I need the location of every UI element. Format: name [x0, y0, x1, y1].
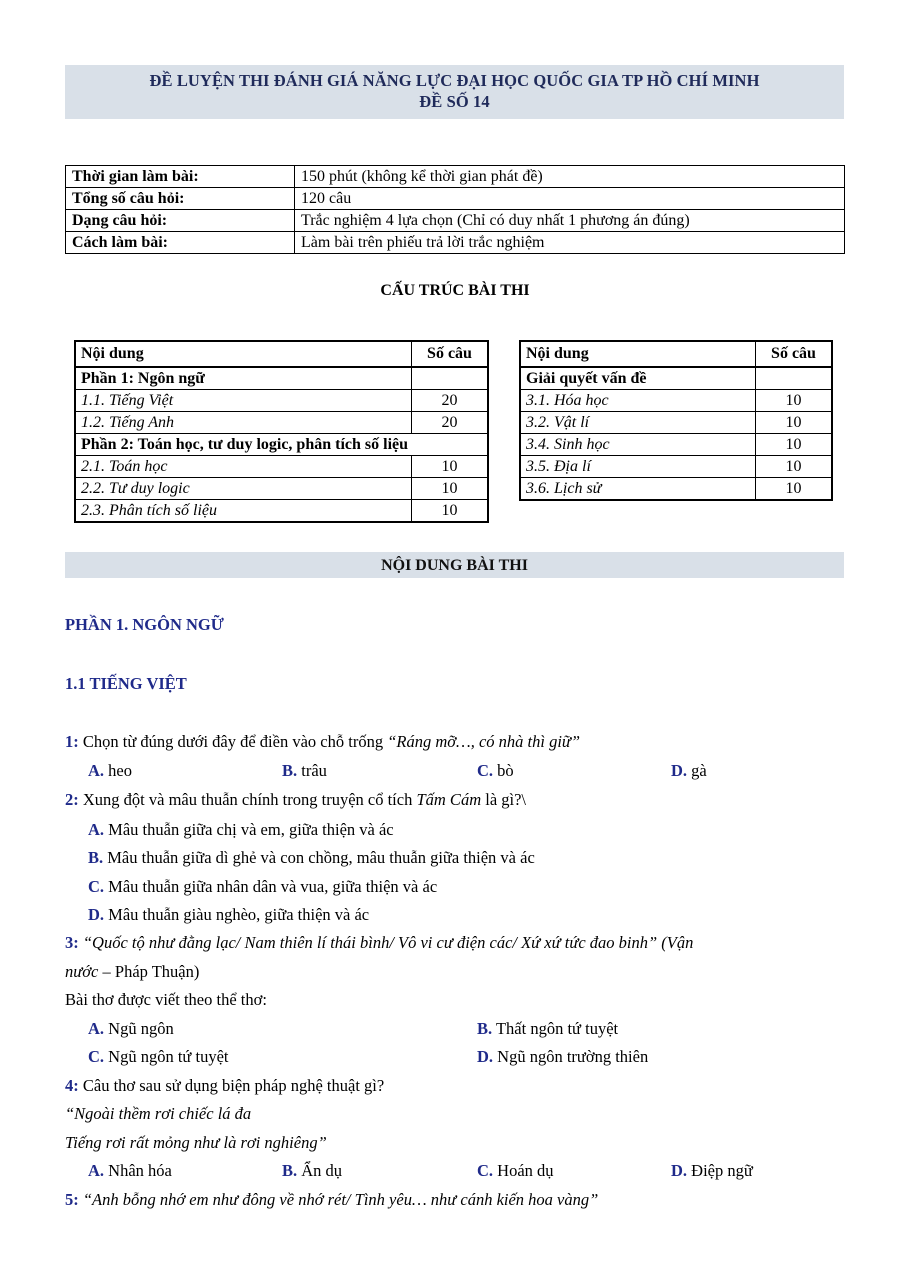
exam-title-line1: ĐỀ LUYỆN THI ĐÁNH GIÁ NĂNG LỰC ĐẠI HỌC QUỐC GIA TP HỒ CHÍ MINH — [149, 71, 760, 90]
option-letter: B. — [282, 761, 298, 780]
info-value: 120 câu — [295, 188, 845, 210]
option-d — [88, 905, 369, 925]
section-count: 20 — [412, 390, 489, 412]
option-letter: B. — [88, 848, 104, 867]
section-name: 1.1. Tiếng Việt — [75, 390, 412, 412]
content-heading: NỘI DUNG BÀI THI — [65, 552, 844, 578]
info-label: Cách làm bài: — [66, 232, 295, 254]
section-count: 10 — [756, 478, 833, 501]
option-c — [477, 761, 514, 781]
col-header-count: Số câu — [412, 341, 489, 367]
question-number: 2: — [65, 790, 79, 809]
option-b — [88, 848, 535, 868]
option-letter: D. — [671, 761, 688, 780]
option-text: Mâu thuẫn giữa chị và em, giữa thiện và ác — [104, 820, 394, 839]
section-name: 3.4. Sinh học — [520, 434, 756, 456]
question-prompt: Bài thơ được viết theo thể thơ: — [65, 990, 267, 1009]
option-c — [88, 1047, 228, 1067]
verse-line-1: “Ngoài thềm rơi chiếc lá đa — [65, 1104, 252, 1123]
info-value: Làm bài trên phiếu trả lời trắc nghiệm — [295, 232, 845, 254]
exam-title-line2: ĐỀ SỐ 14 — [419, 92, 490, 111]
option-d — [671, 1161, 753, 1181]
section-name: 2.2. Tư duy logic — [75, 478, 412, 500]
part-row: Phần 2: Toán học, tư duy logic, phân tích số liệu — [75, 434, 488, 456]
option-text: bò — [493, 761, 514, 780]
section-name: 3.6. Lịch sử — [520, 478, 756, 501]
option-d — [671, 761, 707, 781]
info-label: Tổng số câu hỏi: — [66, 188, 295, 210]
option-a — [88, 820, 394, 840]
section-1-1-heading: 1.1 TIẾNG VIỆT — [65, 674, 187, 693]
option-text: Điệp ngữ — [687, 1161, 753, 1180]
info-value: 150 phút (không kể thời gian phát đề) — [295, 166, 845, 188]
section-count: 20 — [412, 412, 489, 434]
option-letter: A. — [88, 1161, 105, 1180]
option-a — [88, 1161, 172, 1181]
section-count: 10 — [412, 500, 489, 523]
section-count: 10 — [756, 390, 833, 412]
section-name: 2.1. Toán học — [75, 456, 412, 478]
structure-heading: CẤU TRÚC BÀI THI — [380, 282, 530, 299]
question-number: 4: — [65, 1076, 79, 1095]
structure-table-right — [519, 340, 833, 501]
exam-title-banner — [65, 65, 844, 119]
info-row — [66, 232, 845, 254]
section-name: 3.2. Vật lí — [520, 412, 756, 434]
question-title: Tấm Cám — [416, 790, 482, 809]
col-header-content: Nội dung — [520, 341, 756, 367]
question-quote: “Ráng mỡ…, có nhà thì giữ” — [387, 732, 581, 751]
option-a — [88, 761, 132, 781]
exam-info-table — [65, 165, 845, 254]
question-2 — [65, 790, 526, 810]
info-row — [66, 188, 845, 210]
option-b — [477, 1019, 618, 1039]
question-5 — [65, 1190, 598, 1210]
info-label: Dạng câu hỏi: — [66, 210, 295, 232]
section-name: 2.3. Phân tích số liệu — [75, 500, 412, 523]
section-count: 10 — [412, 478, 489, 500]
option-text: gà — [687, 761, 707, 780]
verse-line-2: Tiếng rơi rất mỏng như là rơi nghiêng” — [65, 1133, 327, 1152]
option-letter: C. — [88, 1047, 105, 1066]
col-header-count: Số câu — [756, 341, 833, 367]
section-count: 10 — [756, 412, 833, 434]
option-text: Ẩn dụ — [297, 1161, 343, 1180]
option-d — [477, 1047, 648, 1067]
option-letter: D. — [477, 1047, 494, 1066]
option-text: Hoán dụ — [493, 1161, 554, 1180]
question-tail: là gì?\ — [481, 790, 527, 809]
part1-heading: PHẦN 1. NGÔN NGỮ — [65, 615, 224, 634]
info-label: Thời gian làm bài: — [66, 166, 295, 188]
option-letter: A. — [88, 1019, 105, 1038]
question-1 — [65, 732, 580, 752]
option-text: heo — [104, 761, 132, 780]
option-letter: D. — [88, 905, 105, 924]
question-3 — [65, 933, 693, 953]
option-c — [477, 1161, 554, 1181]
question-4 — [65, 1076, 384, 1096]
option-letter: B. — [477, 1019, 493, 1038]
option-text: Mâu thuẫn giữa dì ghẻ và con chồng, mâu thuẫn giữa thiện và ác — [103, 848, 535, 867]
option-letter: C. — [88, 877, 105, 896]
option-text: Nhân hóa — [104, 1161, 172, 1180]
option-text: Mâu thuẫn giàu nghèo, giữa thiện và ác — [104, 905, 370, 924]
option-letter: C. — [477, 761, 494, 780]
question-number: 5: — [65, 1190, 79, 1209]
question-source: – Pháp Thuận) — [98, 962, 200, 981]
option-text: Ngũ ngôn tứ tuyệt — [104, 1047, 229, 1066]
section-count: 10 — [756, 434, 833, 456]
info-row — [66, 166, 845, 188]
option-text: Ngũ ngôn trường thiên — [493, 1047, 649, 1066]
info-row — [66, 210, 845, 232]
question-text: Xung đột và mâu thuẫn chính trong truyện cổ tích — [78, 790, 417, 809]
question-quote: “Quốc tộ như đằng lạc/ Nam thiên lí thái bình/ Vô vi cư điện các/ Xứ xứ tức đao binh” (Vận — [78, 933, 694, 952]
option-text: trâu — [297, 761, 327, 780]
question-quote-cont: nước — [65, 962, 99, 981]
question-number: 3: — [65, 933, 79, 952]
option-c — [88, 877, 437, 897]
question-text: Câu thơ sau sử dụng biện pháp nghệ thuật gì? — [78, 1076, 385, 1095]
section-name: 3.5. Địa lí — [520, 456, 756, 478]
question-quote: “Anh bỗng nhớ em như đông về nhớ rét/ Tình yêu… như cánh kiến hoa vàng” — [78, 1190, 599, 1209]
option-text: Ngũ ngôn — [104, 1019, 174, 1038]
part-row: Giải quyết vấn đề — [520, 367, 756, 390]
section-count: 10 — [412, 456, 489, 478]
option-letter: C. — [477, 1161, 494, 1180]
option-a — [88, 1019, 174, 1039]
col-header-content: Nội dung — [75, 341, 412, 367]
option-letter: A. — [88, 820, 105, 839]
question-text: Chọn từ đúng dưới đây để điền vào chỗ trống — [78, 732, 388, 751]
info-value: Trắc nghiệm 4 lựa chọn (Chỉ có duy nhất 1 phương án đúng) — [295, 210, 845, 232]
section-name: 3.1. Hóa học — [520, 390, 756, 412]
option-b — [282, 761, 327, 781]
option-letter: D. — [671, 1161, 688, 1180]
option-text: Thất ngôn tứ tuyệt — [492, 1019, 619, 1038]
option-letter: A. — [88, 761, 105, 780]
part-row: Phần 1: Ngôn ngữ — [75, 367, 412, 390]
section-count: 10 — [756, 456, 833, 478]
question-3-cont — [65, 962, 199, 982]
section-name: 1.2. Tiếng Anh — [75, 412, 412, 434]
option-text: Mâu thuẫn giữa nhân dân và vua, giữa thiện và ác — [104, 877, 438, 896]
option-b — [282, 1161, 342, 1181]
question-number: 1: — [65, 732, 79, 751]
structure-table-left — [74, 340, 489, 523]
option-letter: B. — [282, 1161, 298, 1180]
